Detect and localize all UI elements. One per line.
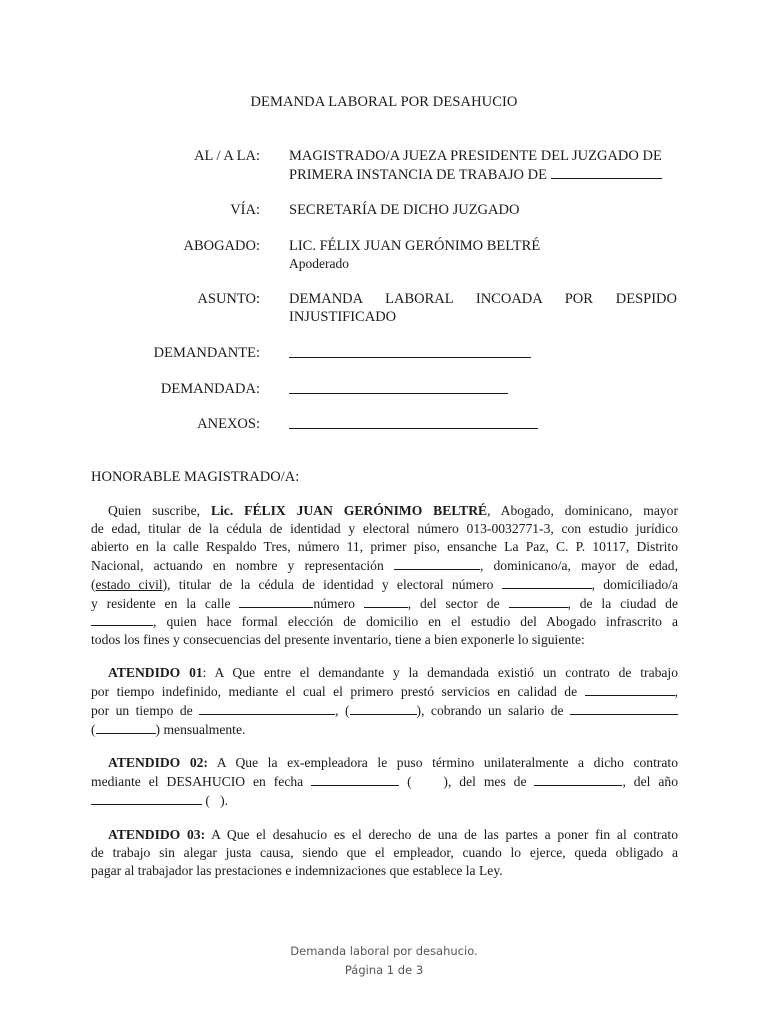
atendido-02-line-2: mediante el DESAHUCIO en fecha ( ), del mes de , del año <box>91 773 678 789</box>
atendido-03-label: ATENDIDO 03: <box>108 827 206 842</box>
intro-paragraph <box>91 502 678 649</box>
abogado-name: LIC. FÉLIX JUAN GERÓNIMO BELTRÉ <box>289 238 541 254</box>
blank-anio <box>91 791 202 805</box>
via-label: VÍA: <box>230 202 260 218</box>
atendido-02-label: ATENDIDO 02: <box>108 755 208 770</box>
blank-cedula <box>502 575 592 589</box>
blank-sector <box>509 594 568 608</box>
al-value <box>289 147 677 184</box>
blank-tiempo-letras <box>350 701 417 715</box>
blank-ciudad <box>91 612 153 626</box>
asunto-line1: DEMANDA LABORAL INCOADA POR DESPIDO <box>289 291 677 307</box>
blank-juzgado <box>551 165 662 179</box>
footer-title: Demanda laboral por desahucio. <box>290 944 478 958</box>
asunto-line2: INJUSTIFICADO <box>289 309 397 325</box>
anexos-label: ANEXOS: <box>197 416 260 432</box>
abogado-label: ABOGADO: <box>183 238 260 254</box>
intro-line-3: abierto en la calle Respaldo Tres, número 11, primer piso, ensanche La Paz, C. P. 10117, Distrito <box>91 538 678 554</box>
demandada-label: DEMANDADA: <box>160 381 260 397</box>
al-label: AL / A LA: <box>194 148 260 164</box>
intro-line-2: de edad, titular de la cédula de identidad y electoral número 013-0032771-3, con estudio jurídico <box>91 520 678 536</box>
blank-calidad <box>585 682 675 696</box>
blank-tiempo <box>199 701 335 715</box>
atendido-03-line-1: ATENDIDO 03: A Que el desahucio es el derecho de una de las partes a poner fin al contrato <box>108 827 678 842</box>
demandante-label: DEMANDANTE: <box>153 345 260 361</box>
abogado-value <box>289 237 677 273</box>
intro-line-4: Nacional, actuando en nombre y representación , dominicano/a, mayor de edad, <box>91 557 678 573</box>
document-title: DEMANDA LABORAL POR DESAHUCIO <box>250 94 518 110</box>
anexos-blank <box>289 415 538 429</box>
atendido-01-line-4: ( ) mensualmente. <box>91 721 246 737</box>
blank-calle <box>239 594 313 608</box>
blank-representacion <box>394 556 480 570</box>
demandante-blank <box>289 344 531 358</box>
footer-page-number: Página 1 de 3 <box>344 963 424 977</box>
atendido-01-line-3: por un tiempo de , ( ), cobrando un salario de <box>91 701 678 720</box>
atendido-03-line-2: de trabajo sin alegar justa causa, siendo que el empleador, cuando lo ejerce, queda obligado a <box>91 844 678 860</box>
asunto-label: ASUNTO: <box>197 291 260 307</box>
demandada-blank <box>289 380 508 394</box>
asunto-value <box>289 290 677 326</box>
blank-salario-letras <box>96 720 156 734</box>
atendido-03-paragraph <box>91 826 678 880</box>
atendido-02-line-1: ATENDIDO 02: A Que la ex-empleadora le puso término unilateralmente a dicho contrato <box>108 755 678 770</box>
atendido-01-label: ATENDIDO 01 <box>108 665 203 680</box>
blank-salario <box>570 701 678 715</box>
blank-fecha <box>311 772 399 786</box>
al-value-line1: MAGISTRADO/A JUEZA PRESIDENTE DEL JUZGADO DE <box>289 148 662 164</box>
intro-line-7: , quien hace formal elección de domicilio en el estudio del Abogado infrascrito a <box>91 612 678 631</box>
atendido-01-paragraph <box>91 664 678 739</box>
atendido-03-line-3: pagar al trabajador las prestaciones e indemnizaciones que establece la Ley. <box>91 862 503 878</box>
intro-line-8: todos los fines y consecuencias del presente inventario, tiene a bien exponerle lo siguiente: <box>91 632 585 648</box>
intro-line-1: Quien suscribe, Lic. FÉLIX JUAN GERÓNIMO BELTRÉ, Abogado, dominicano, mayor <box>108 503 678 518</box>
intro-line-5: (estado civil), titular de la cédula de identidad y electoral número , domiciliado/a <box>91 576 678 592</box>
atendido-01-line-1: ATENDIDO 01: A Que entre el demandante y la demandada existió un contrato de trabajo <box>108 665 679 680</box>
blank-numero <box>364 594 408 608</box>
estado-civil-underlined: estado civil <box>95 576 163 592</box>
al-value-line2: PRIMERA INSTANCIA DE TRABAJO DE <box>289 165 677 184</box>
intro-line-6: y residente en la calle número , del sector de , de la ciudad de <box>91 595 678 611</box>
atendido-02-line-3: ( ). <box>91 791 678 810</box>
salutation: HONORABLE MAGISTRADO/A: <box>91 469 300 485</box>
atendido-02-paragraph <box>91 754 678 810</box>
via-value: SECRETARÍA DE DICHO JUZGADO <box>289 202 520 218</box>
lawyer-name-bold: Lic. FÉLIX JUAN GERÓNIMO BELTRÉ <box>210 503 488 518</box>
atendido-01-line-2: por tiempo indefinido, mediante el cual el primero prestó servicios en calidad de , <box>91 683 678 699</box>
blank-mes <box>534 772 622 786</box>
abogado-role: Apoderado <box>289 256 349 271</box>
